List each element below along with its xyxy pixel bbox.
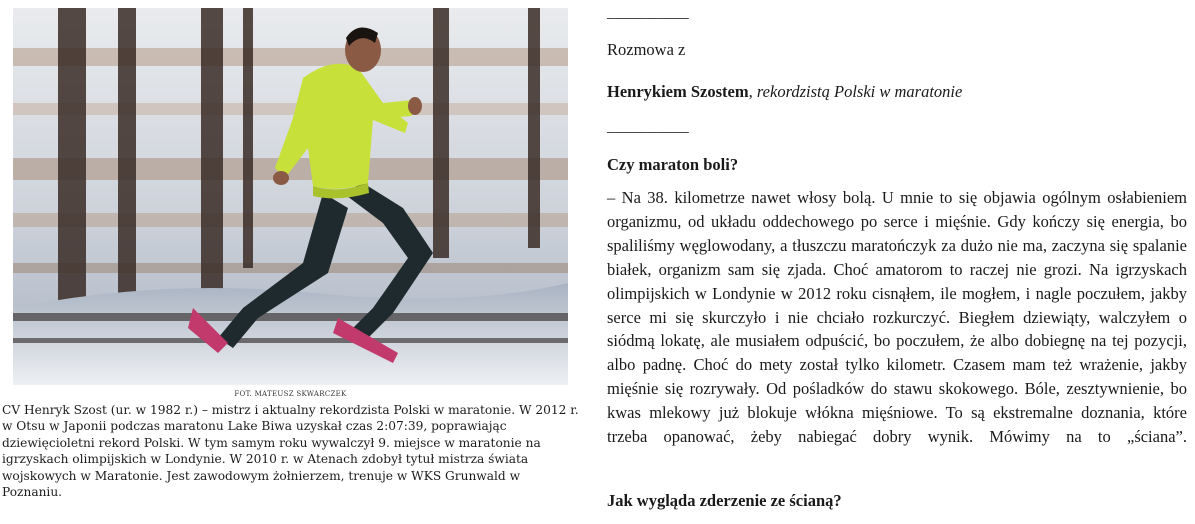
answer-paragraph: – Na 38. kilometrze nawet włosy bolą. U mnie to się objawia ogólnym osłabieniem organizmu, od układu oddechowego po serce i mięśnie. Gdy kończy się energia, bo spaliliśmy węglowodany, a tłuszczu maratończyk za dużo nie ma, zaczyna się spalanie białek, organizm sam się zjada. Choć amatorom to raczej nie grozi. Na igrzyskach olimpijskich w Londynie w 2012 roku cisnąłem, ile mogłem, i nagle poczułem, jakby serce mi się skurczyło i nie chciało rozkurczyć. Biegłem dziewiąty, walczyłem o siódmą lokatę, ale musiałem odpuścić, bo poczułem, że albo dobiegnę na tej pozycji, albo padnę. Choć do mety został tylko kilometr. Czasem mam też wrażenie, jakby mięśnie się rozrywały. Od pośladków do stawu skokowego. Bóle, zesztywnienie, bo kwas mlekowy już blokuje włókna mięśniowe. To są ekstremalne doznania, które trzeba opanować, żeby nabiegać dobry wynik. Mówimy na to „ściana”.	[607, 188, 1187, 447]
bio-caption: CV Henryk Szost (ur. w 1982 r.) – mistrz i aktualny rekordzista Polski w maratonie. W 2012 r. w Otsu w Japonii podczas maratonu Lake Biwa uzyskał czas 2:07:39, poprawiając dziewięcioletni rekord Polski. W tym samym roku wywalczył 9. miejsce w maratonie na igrzyskach olimpijskich w Londynie. W 2010 r. w Atenach zdobył tytuł mistrza świata wojskowych w Maratonie. Jest zawodowym żołnierzem, trenuje w WKS Grunwald w Poznaniu.	[2, 403, 579, 500]
interviewee-name: Henrykiem Szostem	[607, 82, 749, 101]
runner-photo	[13, 8, 568, 385]
separator-line: __________	[607, 4, 689, 21]
interview-intro: Rozmowa z	[607, 40, 686, 59]
interviewee-line: Henrykiem Szostem, rekordzistą Polski w maratonie	[607, 82, 963, 101]
interviewee-title: rekordzistą Polski w maratonie	[756, 82, 963, 101]
question-heading: Czy maraton boli?	[607, 155, 739, 174]
runner-illustration	[13, 8, 568, 385]
photo-credit: FOT. MATEUSZ SKWARCZEK	[234, 390, 347, 398]
question-heading: Jak wygląda zderzenie ze ścianą?	[607, 491, 842, 510]
separator-line: __________	[607, 118, 689, 135]
